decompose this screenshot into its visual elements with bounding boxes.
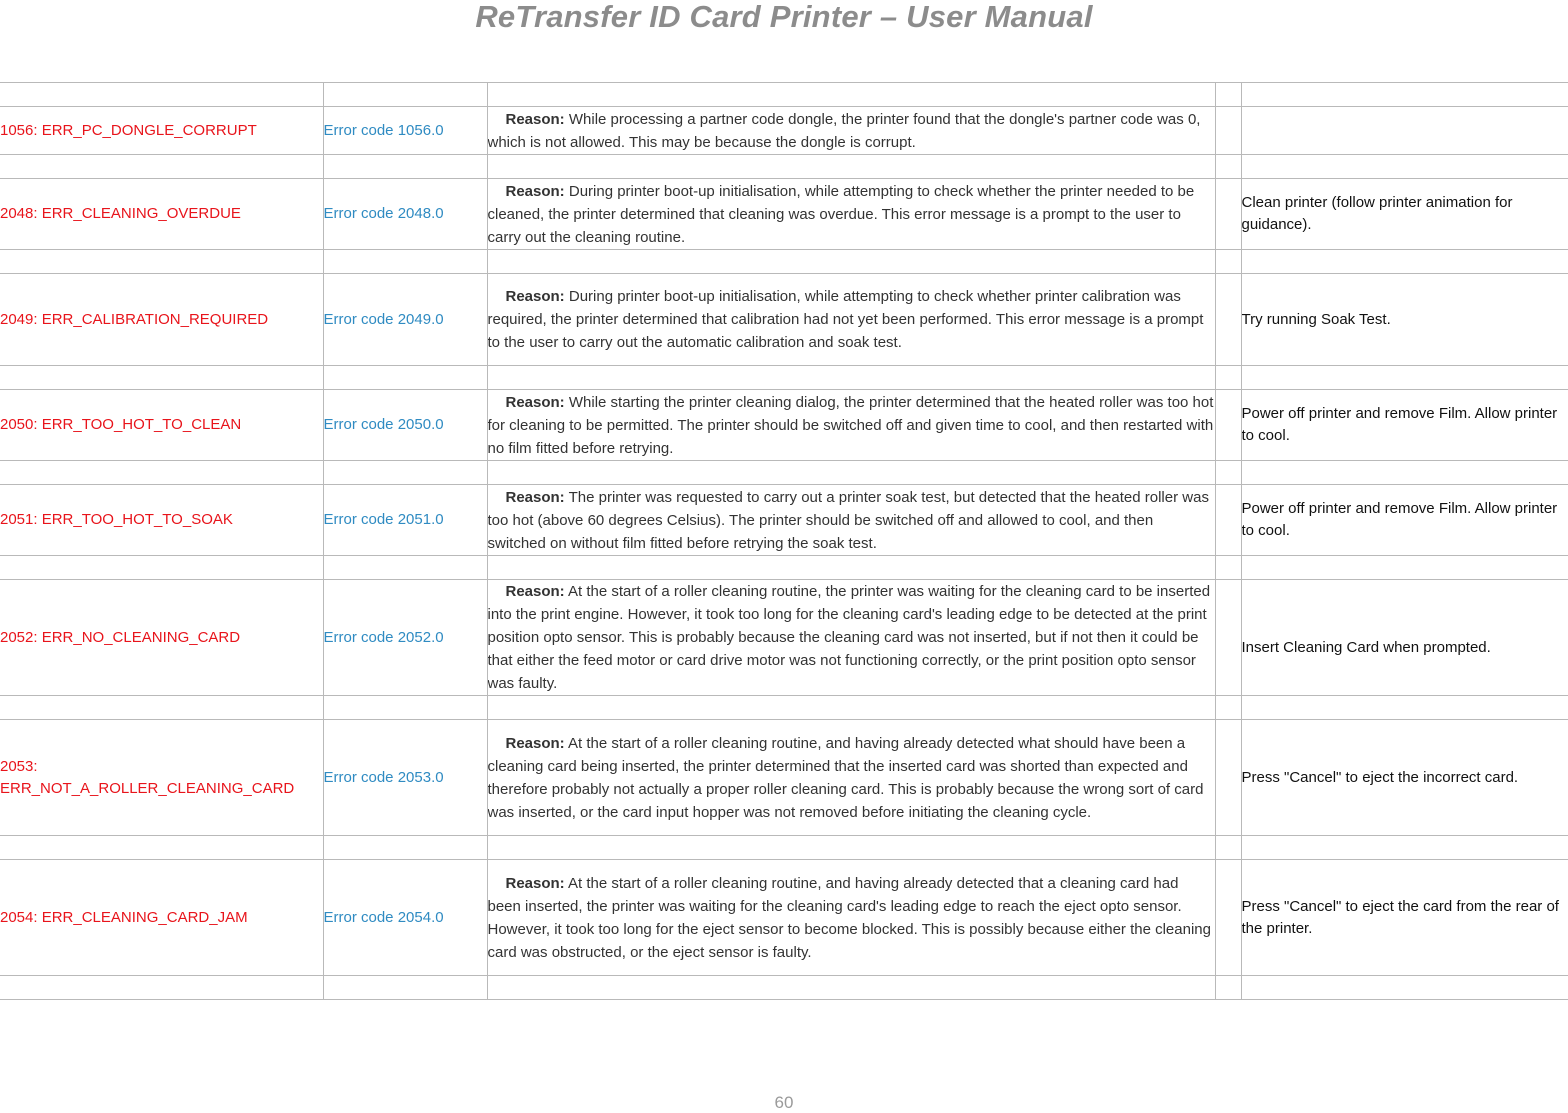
error-code: Error code 2051.0 xyxy=(323,485,487,556)
error-reason xyxy=(487,580,1215,696)
error-code: Error code 1056.0 xyxy=(323,107,487,155)
error-code: Error code 2052.0 xyxy=(323,580,487,696)
reason-text: The printer was requested to carry out a printer soak test, but detected that the heated roller was too hot (above 60 degrees Celsius). The printer should be switched off and allowed to cool, and then switched on without film fitted before retrying the soak test. xyxy=(487,488,1209,552)
page-number: 60 xyxy=(774,1093,794,1112)
error-code-table xyxy=(0,82,1568,1000)
reason-label: Reason: xyxy=(505,110,565,128)
error-action: Try running Soak Test. xyxy=(1241,274,1568,366)
reason-label: Reason: xyxy=(505,393,565,411)
blank-cell xyxy=(1215,720,1241,836)
error-code: Error code 2049.0 xyxy=(323,274,487,366)
spacer-row xyxy=(0,250,1568,274)
error-action: Power off printer and remove Film. Allow printer to cool. xyxy=(1241,390,1568,461)
spacer-row xyxy=(0,155,1568,179)
error-name: 1056: ERR_PC_DONGLE_CORRUPT xyxy=(0,107,323,155)
blank-cell xyxy=(1215,107,1241,155)
table-row xyxy=(0,179,1568,250)
table-row xyxy=(0,390,1568,461)
error-code: Error code 2048.0 xyxy=(323,179,487,250)
reason-label: Reason: xyxy=(505,288,565,305)
spacer-row xyxy=(0,556,1568,580)
error-name: 2049: ERR_CALIBRATION_REQUIRED xyxy=(0,274,323,366)
blank-cell xyxy=(1215,485,1241,556)
error-name: 2050: ERR_TOO_HOT_TO_CLEAN xyxy=(0,390,323,461)
blank-cell xyxy=(1215,860,1241,976)
error-reason xyxy=(487,860,1215,976)
reason-label: Reason: xyxy=(505,583,565,600)
error-action: Power off printer and remove Film. Allow printer to cool. xyxy=(1241,485,1568,556)
spacer-row xyxy=(0,366,1568,390)
error-action: Clean printer (follow printer animation for guidance). xyxy=(1241,179,1568,250)
spacer-row xyxy=(0,83,1568,107)
error-action: Press "Cancel" to eject the incorrect card. xyxy=(1241,720,1568,836)
reason-text: During printer boot-up initialisation, while attempting to check whether the printer needed to be cleaned, the printer determined that cleaning was overdue. This error message is a prompt to the user to carry out the cleaning routine. xyxy=(487,182,1195,246)
error-action: Press "Cancel" to eject the card from the rear of the printer. xyxy=(1241,860,1568,976)
table-row xyxy=(0,274,1568,366)
error-name: 2054: ERR_CLEANING_CARD_JAM xyxy=(0,860,323,976)
reason-label: Reason: xyxy=(505,734,565,752)
error-code: Error code 2053.0 xyxy=(323,720,487,836)
reason-label: Reason: xyxy=(505,874,565,892)
reason-label: Reason: xyxy=(505,488,565,506)
blank-cell xyxy=(1215,390,1241,461)
error-reason xyxy=(487,107,1215,155)
table-row xyxy=(0,580,1568,696)
reason-text: At the start of a roller cleaning routine, and having already detected that a cleaning card had been inserted, the printer was waiting for the cleaning card's leading edge to reach the eject opto sensor. However, it took too long for the eject sensor to become blocked. This is possibly because either the cleaning card was obstructed, or the eject sensor is faulty. xyxy=(487,874,1211,961)
error-name: 2053: ERR_NOT_A_ROLLER_CLEANING_CARD xyxy=(0,720,323,836)
error-name: 2052: ERR_NO_CLEANING_CARD xyxy=(0,580,323,696)
spacer-row xyxy=(0,696,1568,720)
error-name: 2048: ERR_CLEANING_OVERDUE xyxy=(0,179,323,250)
spacer-row xyxy=(0,836,1568,860)
error-name: 2051: ERR_TOO_HOT_TO_SOAK xyxy=(0,485,323,556)
reason-text: While processing a partner code dongle, the printer found that the dongle's partner code was 0, which is not allowed. This may be because the dongle is corrupt. xyxy=(487,110,1201,151)
table-row xyxy=(0,485,1568,556)
error-code: Error code 2050.0 xyxy=(323,390,487,461)
error-reason xyxy=(487,390,1215,461)
reason-text: During printer boot-up initialisation, while attempting to check whether printer calibration was required, the printer determined that calibration had not yet been performed. This error message is a prompt to the user to carry out the automatic calibration and soak test. xyxy=(487,288,1204,351)
error-code: Error code 2054.0 xyxy=(323,860,487,976)
reason-text: At the start of a roller cleaning routine, and having already detected what should have been a cleaning card being inserted, the printer determined that the inserted card was shorted than expected and therefore probably not actually a proper roller cleaning card. This is probably because the wrong sort of card was inserted, or the card input hopper was not removed before initiating the cleaning cycle. xyxy=(487,734,1204,821)
blank-cell xyxy=(1215,274,1241,366)
blank-cell xyxy=(1215,179,1241,250)
error-action: Insert Cleaning Card when prompted. xyxy=(1241,580,1568,696)
reason-text: While starting the printer cleaning dialog, the printer determined that the heated roller was too hot for cleaning to be permitted. The printer should be switched off and given time to cool, and then restarted with no film fitted before retrying. xyxy=(487,393,1214,457)
spacer-row xyxy=(0,976,1568,1000)
error-reason xyxy=(487,720,1215,836)
error-reason xyxy=(487,485,1215,556)
blank-cell xyxy=(1215,580,1241,696)
page-title: ReTransfer ID Card Printer – User Manual xyxy=(475,0,1093,34)
reason-text: At the start of a roller cleaning routine, the printer was waiting for the cleaning card to be inserted into the print engine. However, it took too long for the cleaning card's leading edge to be detected at the print position opto sensor. This is probably because the cleaning card was not inserted, but if not then it could be that either the feed motor or card drive motor was not functioning correctly, or the print position opto sensor was faulty. xyxy=(487,583,1211,692)
reason-label: Reason: xyxy=(505,182,565,200)
spacer-row xyxy=(0,461,1568,485)
table-row xyxy=(0,860,1568,976)
table-row xyxy=(0,107,1568,155)
error-reason xyxy=(487,274,1215,366)
error-reason xyxy=(487,179,1215,250)
error-action xyxy=(1241,107,1568,155)
table-row xyxy=(0,720,1568,836)
